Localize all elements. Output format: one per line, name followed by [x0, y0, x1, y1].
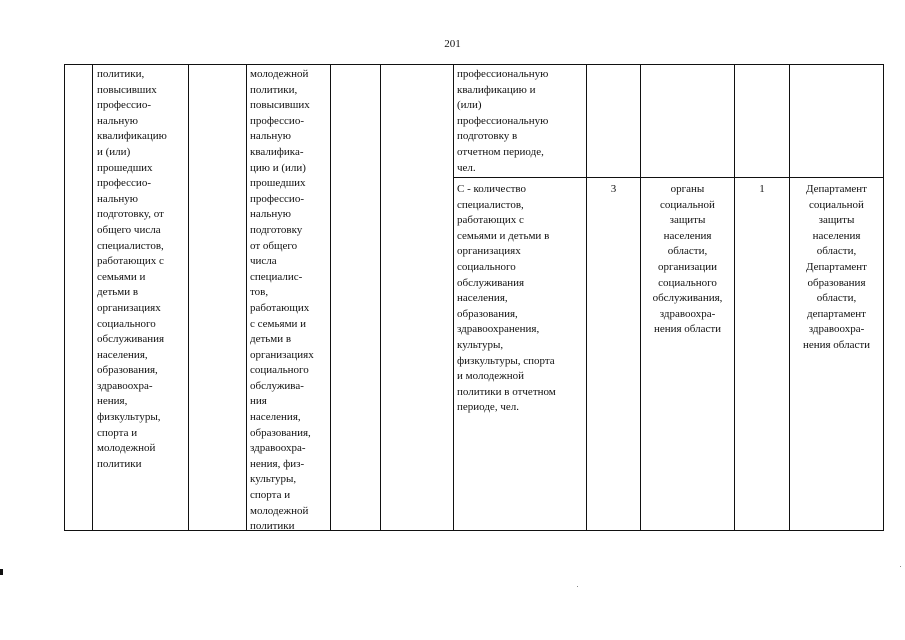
frequency-cell: 1: [759, 183, 765, 195]
scan-edge-mark: [0, 569, 3, 575]
page-number: 201: [444, 38, 461, 50]
scan-speck: [900, 566, 901, 567]
table-top-border: [64, 64, 884, 65]
responsible-body-cell: Департамент социальной защиты населения области, Департамент образования области, департамент здравоохра- нения области: [802, 183, 871, 351]
scan-speck: [577, 586, 578, 587]
indicator-code-cell: 3: [610, 183, 617, 195]
data-source-cell: органы социальной защиты населения области, организации социального обслуживания, здравоохра- нения области: [652, 183, 723, 336]
table-bottom-border: [64, 530, 884, 531]
formula-component-c-cell: С - количество специалистов, работающих с семьями и детьми в организациях социального обслуживания населения, образования, здравоохранения, культуры, физкультуры, спорта и молодежной политики в отчетном периоде, чел.: [457, 183, 556, 414]
col-border: [330, 64, 331, 531]
col-border: [883, 64, 884, 531]
col-border: [586, 64, 587, 531]
formula-component-top-cell: профессиональную квалификацию и (или) профессиональную подготовку в отчетном периоде, чел.: [457, 68, 549, 174]
row-divider: [453, 177, 884, 178]
col-border: [188, 64, 189, 531]
col-border: [734, 64, 735, 531]
col-border: [380, 64, 381, 531]
col-border: [92, 64, 93, 531]
indicator-definition-cell: молодежной политики, повысивших профессио- нальную квалифика- цию и (или) прошедших профессио- нальную подготовку от общего числа специалис- тов, работающих с семьями и детьми в организациях социального обслужива- ния населения, образования, здравоохра- нения, физ- культуры, спорта и молодежной политики: [250, 68, 314, 533]
col-border: [453, 64, 454, 531]
col-border: [64, 64, 65, 531]
indicator-name-cell: политики, повысивших профессио- нальную квалификацию и (или) прошедших профессио- нальную подготовку, от общего числа специалистов, работающих с семьями и детьми в организациях социального обслуживания населения, образования, здравоохра- нения, физкультуры, спорта и молодежной политики: [97, 68, 167, 470]
col-border: [246, 64, 247, 531]
